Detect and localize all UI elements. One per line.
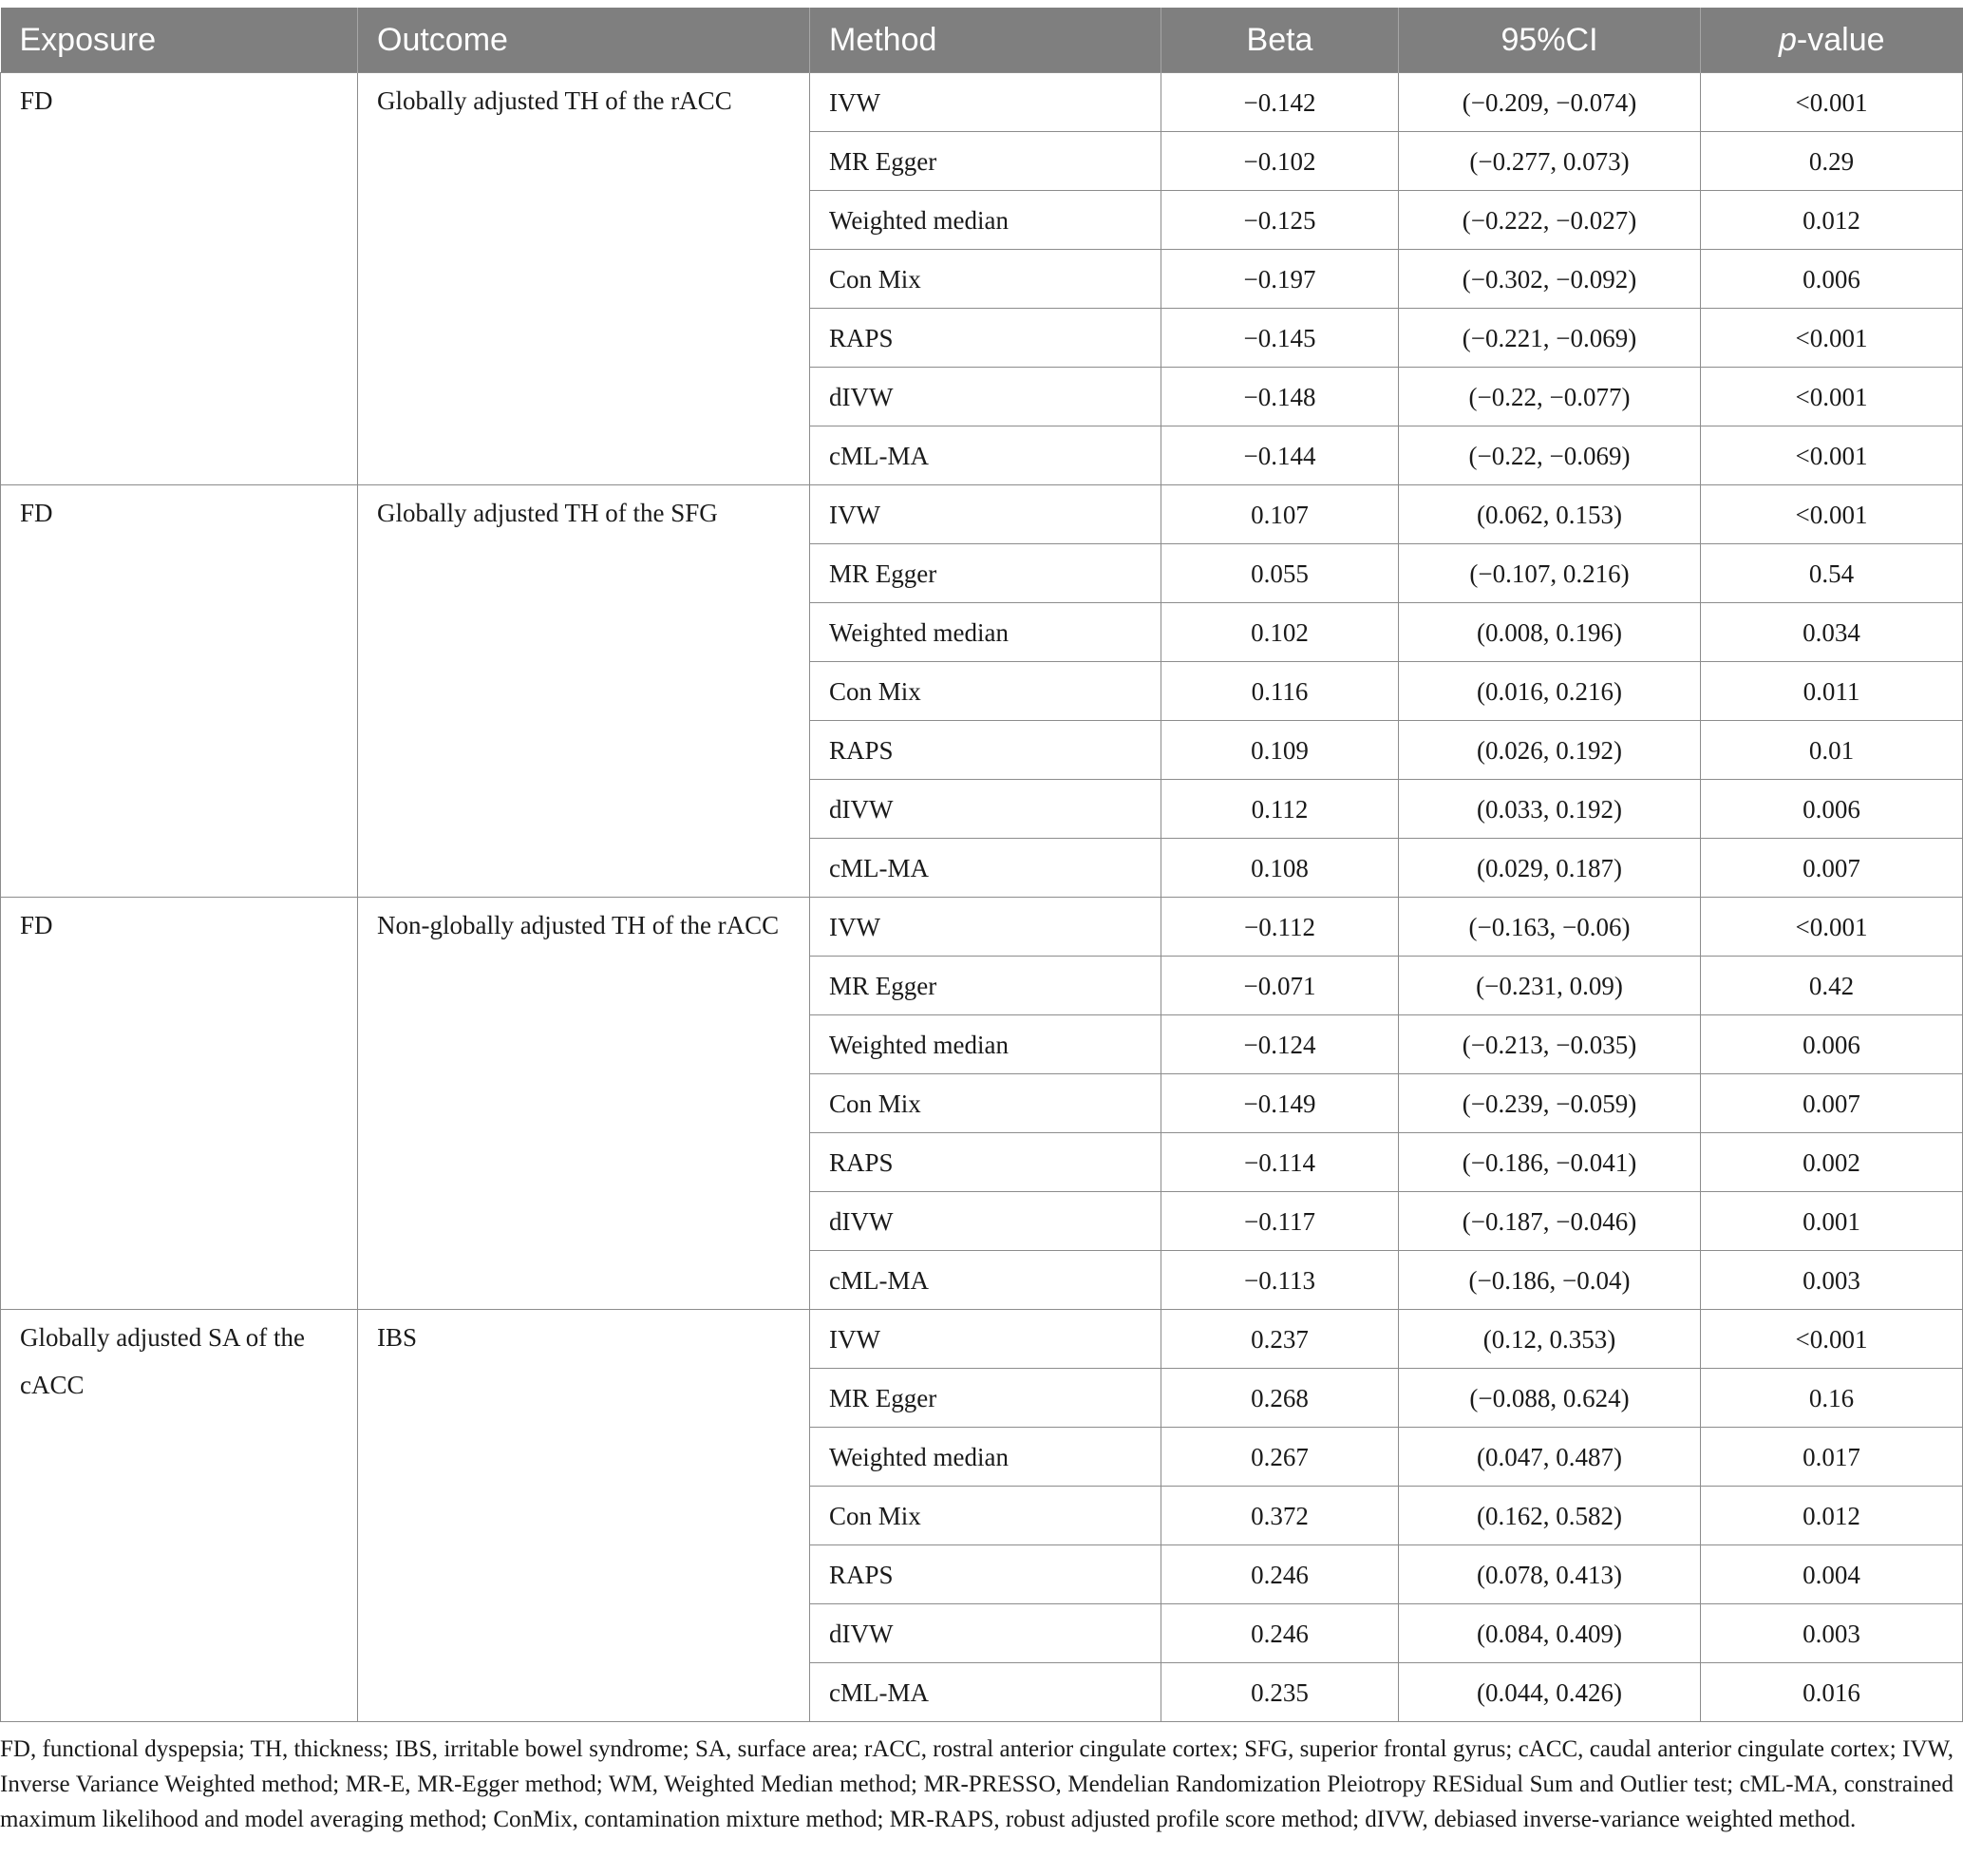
header-p-suffix: -value: [1796, 21, 1885, 58]
p-value-cell: 0.004: [1701, 1545, 1963, 1604]
method-cell: IVW: [810, 485, 1161, 544]
ci-cell: (−0.209, −0.074): [1399, 73, 1701, 132]
exposure-cell: FD: [1, 485, 358, 898]
table-header: [1, 8, 1963, 73]
header-p-value: [1701, 8, 1963, 73]
p-value-cell: 0.003: [1701, 1251, 1963, 1310]
beta-cell: −0.114: [1161, 1133, 1399, 1192]
beta-cell: −0.102: [1161, 132, 1399, 191]
p-value-cell: 0.01: [1701, 721, 1963, 780]
p-value-cell: 0.007: [1701, 1074, 1963, 1133]
method-cell: Con Mix: [810, 1074, 1161, 1133]
beta-cell: −0.145: [1161, 309, 1399, 368]
p-value-cell: 0.006: [1701, 1015, 1963, 1074]
ci-cell: (−0.222, −0.027): [1399, 191, 1701, 250]
p-value-cell: 0.54: [1701, 544, 1963, 603]
p-value-cell: <0.001: [1701, 898, 1963, 957]
header-method: Method: [810, 8, 1161, 73]
p-value-cell: 0.012: [1701, 191, 1963, 250]
p-value-cell: 0.011: [1701, 662, 1963, 721]
method-cell: cML-MA: [810, 426, 1161, 485]
beta-cell: 0.116: [1161, 662, 1399, 721]
method-cell: Con Mix: [810, 1487, 1161, 1545]
header-row: [1, 8, 1963, 73]
method-cell: dIVW: [810, 780, 1161, 839]
ci-cell: (0.078, 0.413): [1399, 1545, 1701, 1604]
ci-cell: (−0.277, 0.073): [1399, 132, 1701, 191]
ci-cell: (0.029, 0.187): [1399, 839, 1701, 898]
method-cell: MR Egger: [810, 1369, 1161, 1428]
results-table: [0, 8, 1963, 1722]
outcome-cell: IBS: [358, 1310, 810, 1722]
method-cell: Weighted median: [810, 191, 1161, 250]
ci-cell: (−0.221, −0.069): [1399, 309, 1701, 368]
ci-cell: (−0.187, −0.046): [1399, 1192, 1701, 1251]
method-cell: RAPS: [810, 1133, 1161, 1192]
ci-cell: (−0.186, −0.04): [1399, 1251, 1701, 1310]
outcome-cell: Globally adjusted TH of the rACC: [358, 73, 810, 485]
table-row: [1, 898, 1963, 957]
header-beta: Beta: [1161, 8, 1399, 73]
p-value-cell: <0.001: [1701, 309, 1963, 368]
ci-cell: (−0.088, 0.624): [1399, 1369, 1701, 1428]
beta-cell: 0.055: [1161, 544, 1399, 603]
table-row: [1, 1310, 1963, 1369]
beta-cell: −0.117: [1161, 1192, 1399, 1251]
p-value-cell: 0.001: [1701, 1192, 1963, 1251]
ci-cell: (0.062, 0.153): [1399, 485, 1701, 544]
method-cell: Con Mix: [810, 250, 1161, 309]
beta-cell: −0.197: [1161, 250, 1399, 309]
p-value-cell: <0.001: [1701, 73, 1963, 132]
p-value-cell: <0.001: [1701, 1310, 1963, 1369]
p-value-cell: 0.006: [1701, 780, 1963, 839]
p-value-cell: 0.002: [1701, 1133, 1963, 1192]
ci-cell: (0.033, 0.192): [1399, 780, 1701, 839]
method-cell: IVW: [810, 898, 1161, 957]
method-cell: cML-MA: [810, 839, 1161, 898]
beta-cell: 0.267: [1161, 1428, 1399, 1487]
ci-cell: (−0.163, −0.06): [1399, 898, 1701, 957]
method-cell: dIVW: [810, 368, 1161, 426]
ci-cell: (−0.302, −0.092): [1399, 250, 1701, 309]
method-cell: Con Mix: [810, 662, 1161, 721]
ci-cell: (−0.239, −0.059): [1399, 1074, 1701, 1133]
ci-cell: (−0.213, −0.035): [1399, 1015, 1701, 1074]
beta-cell: 0.112: [1161, 780, 1399, 839]
method-cell: MR Egger: [810, 132, 1161, 191]
header-exposure: Exposure: [1, 8, 358, 73]
p-value-cell: 0.012: [1701, 1487, 1963, 1545]
method-cell: IVW: [810, 1310, 1161, 1369]
method-cell: RAPS: [810, 721, 1161, 780]
p-value-cell: 0.16: [1701, 1369, 1963, 1428]
beta-cell: −0.148: [1161, 368, 1399, 426]
ci-cell: (0.084, 0.409): [1399, 1604, 1701, 1663]
table-row: [1, 485, 1963, 544]
beta-cell: −0.071: [1161, 957, 1399, 1015]
p-value-cell: <0.001: [1701, 368, 1963, 426]
p-value-cell: 0.29: [1701, 132, 1963, 191]
outcome-cell: Non-globally adjusted TH of the rACC: [358, 898, 810, 1310]
beta-cell: 0.237: [1161, 1310, 1399, 1369]
beta-cell: 0.246: [1161, 1604, 1399, 1663]
beta-cell: −0.124: [1161, 1015, 1399, 1074]
beta-cell: −0.144: [1161, 426, 1399, 485]
p-value-cell: 0.034: [1701, 603, 1963, 662]
p-value-cell: 0.003: [1701, 1604, 1963, 1663]
beta-cell: 0.372: [1161, 1487, 1399, 1545]
beta-cell: 0.235: [1161, 1663, 1399, 1722]
ci-cell: (0.047, 0.487): [1399, 1428, 1701, 1487]
header-p-italic: p: [1778, 21, 1797, 58]
p-value-cell: 0.007: [1701, 839, 1963, 898]
method-cell: cML-MA: [810, 1663, 1161, 1722]
p-value-cell: 0.016: [1701, 1663, 1963, 1722]
method-cell: cML-MA: [810, 1251, 1161, 1310]
beta-cell: 0.102: [1161, 603, 1399, 662]
ci-cell: (−0.186, −0.041): [1399, 1133, 1701, 1192]
ci-cell: (−0.107, 0.216): [1399, 544, 1701, 603]
ci-cell: (0.026, 0.192): [1399, 721, 1701, 780]
table-row: [1, 73, 1963, 132]
ci-cell: (0.12, 0.353): [1399, 1310, 1701, 1369]
exposure-cell: FD: [1, 73, 358, 485]
beta-cell: −0.112: [1161, 898, 1399, 957]
p-value-cell: 0.006: [1701, 250, 1963, 309]
method-cell: IVW: [810, 73, 1161, 132]
p-value-cell: <0.001: [1701, 426, 1963, 485]
ci-cell: (0.162, 0.582): [1399, 1487, 1701, 1545]
beta-cell: −0.125: [1161, 191, 1399, 250]
p-value-cell: 0.42: [1701, 957, 1963, 1015]
method-cell: RAPS: [810, 309, 1161, 368]
method-cell: dIVW: [810, 1604, 1161, 1663]
beta-cell: −0.149: [1161, 1074, 1399, 1133]
header-ci: 95%CI: [1399, 8, 1701, 73]
ci-cell: (0.044, 0.426): [1399, 1663, 1701, 1722]
header-outcome: Outcome: [358, 8, 810, 73]
beta-cell: 0.108: [1161, 839, 1399, 898]
ci-cell: (−0.22, −0.069): [1399, 426, 1701, 485]
ci-cell: (0.008, 0.196): [1399, 603, 1701, 662]
beta-cell: −0.113: [1161, 1251, 1399, 1310]
p-value-cell: 0.017: [1701, 1428, 1963, 1487]
table-body: [1, 73, 1963, 1722]
method-cell: Weighted median: [810, 1428, 1161, 1487]
method-cell: MR Egger: [810, 957, 1161, 1015]
beta-cell: 0.109: [1161, 721, 1399, 780]
method-cell: dIVW: [810, 1192, 1161, 1251]
method-cell: MR Egger: [810, 544, 1161, 603]
ci-cell: (−0.22, −0.077): [1399, 368, 1701, 426]
beta-cell: 0.268: [1161, 1369, 1399, 1428]
beta-cell: −0.142: [1161, 73, 1399, 132]
method-cell: Weighted median: [810, 1015, 1161, 1074]
p-value-cell: <0.001: [1701, 485, 1963, 544]
table-footnote: FD, functional dyspepsia; TH, thickness; IBS, irritable bowel syndrome; SA, surface area; rACC, rostral anterior cingulate cortex; SFG, superior frontal gyrus; cACC, caudal anterior cingulate cortex; IVW, Inverse Variance Weighted method; MR-E, MR-Egger method; WM, Weighted Median method; MR-PRESSO, Mendelian Randomization Pleiotropy RESidual Sum and Outlier test; cML-MA, constrained maximum likelihood and model averaging method; ConMix, contamination mixture method; MR-RAPS, robust adjusted profile score method; dIVW, debiased inverse-variance weighted method.: [0, 1736, 1954, 1832]
ci-cell: (−0.231, 0.09): [1399, 957, 1701, 1015]
exposure-cell: Globally adjusted SA of the cACC: [1, 1310, 358, 1722]
method-cell: Weighted median: [810, 603, 1161, 662]
exposure-cell: FD: [1, 898, 358, 1310]
outcome-cell: Globally adjusted TH of the SFG: [358, 485, 810, 898]
ci-cell: (0.016, 0.216): [1399, 662, 1701, 721]
document: [0, 8, 1963, 1837]
beta-cell: 0.246: [1161, 1545, 1399, 1604]
beta-cell: 0.107: [1161, 485, 1399, 544]
method-cell: RAPS: [810, 1545, 1161, 1604]
